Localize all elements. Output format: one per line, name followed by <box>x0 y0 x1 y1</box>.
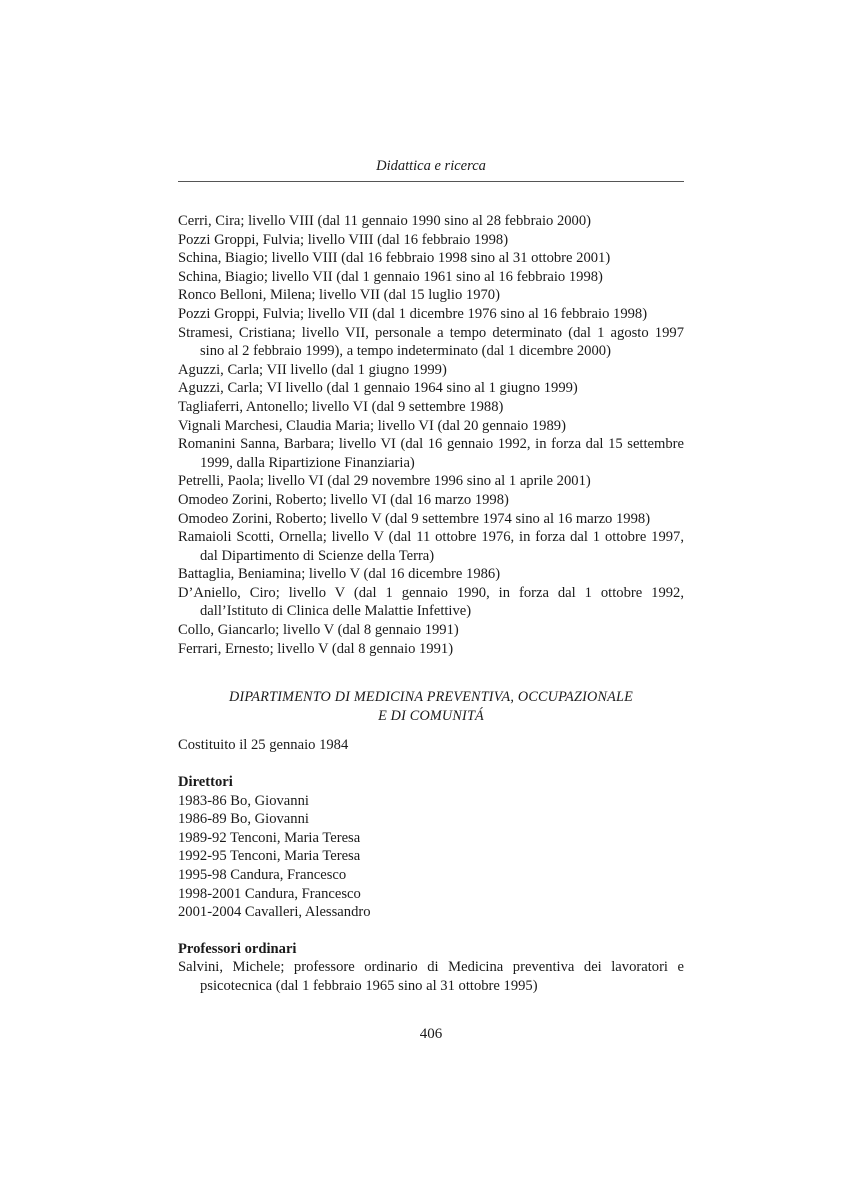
staff-entry: Stramesi, Cristiana; livello VII, personale a tempo determinato (dal 1 agosto 1997 sino al 2 febbraio 1999), a tempo indeterminato (dal 1 dicembre 2000) <box>178 324 684 360</box>
staff-entry: Omodeo Zorini, Roberto; livello V (dal 9 settembre 1974 sino al 16 marzo 1998) <box>178 510 651 527</box>
staff-entry: Ferrari, Ernesto; livello V (dal 8 gennaio 1991) <box>178 640 454 657</box>
page-body <box>178 212 684 996</box>
staff-entry: Ronco Belloni, Milena; livello VII (dal 15 luglio 1970) <box>178 287 500 304</box>
header-rule <box>178 181 684 182</box>
staff-list <box>178 212 684 658</box>
staff-entry: Collo, Giancarlo; livello V (dal 8 gennaio 1991) <box>178 622 459 639</box>
staff-entry: Schina, Biagio; livello VIII (dal 16 febbraio 1998 sino al 31 ottobre 2001) <box>178 250 611 267</box>
staff-entry: Schina, Biagio; livello VII (dal 1 gennaio 1961 sino al 16 febbraio 1998) <box>178 268 603 285</box>
page-number: 406 <box>419 1026 443 1042</box>
staff-entry: Aguzzi, Carla; VI livello (dal 1 gennaio 1964 sino al 1 giugno 1999) <box>178 380 578 397</box>
staff-entry: Vignali Marchesi, Claudia Maria; livello VI (dal 20 gennaio 1989) <box>178 417 566 434</box>
professors-heading: Professori ordinari <box>178 940 297 957</box>
staff-entry: Battaglia, Beniamina; livello V (dal 16 dicembre 1986) <box>178 566 501 583</box>
staff-entry: Tagliaferri, Antonello; livello VI (dal 9 settembre 1988) <box>178 398 504 415</box>
director-item: 1986-89 Bo, Giovanni <box>178 811 309 828</box>
department-title <box>178 688 684 725</box>
running-head: Didattica e ricerca <box>376 158 486 174</box>
department-title-line-1: DIPARTIMENTO DI MEDICINA PREVENTIVA, OCCUPAZIONALE <box>229 689 633 706</box>
director-item: 1995-98 Candura, Francesco <box>178 867 347 883</box>
staff-entry: Pozzi Groppi, Fulvia; livello VIII (dal 16 febbraio 1998) <box>178 231 509 248</box>
department-title-line-2: E DI COMUNITÁ <box>378 707 484 724</box>
professors-list <box>178 958 684 995</box>
staff-entry: Aguzzi, Carla; VII livello (dal 1 giugno 1999) <box>178 361 447 378</box>
directors-heading: Direttori <box>178 774 233 791</box>
department-founded: Costituito il 25 gennaio 1984 <box>178 737 349 754</box>
staff-entry: Romanini Sanna, Barbara; livello VI (dal 16 gennaio 1992, in forza dal 15 settembre 1999, dalla Ripartizione Finanziaria) <box>178 436 684 471</box>
director-item: 1983-86 Bo, Giovanni <box>178 792 309 809</box>
director-item: 2001-2004 Cavalleri, Alessandro <box>178 904 371 921</box>
staff-entry: Omodeo Zorini, Roberto; livello VI (dal 16 marzo 1998) <box>178 491 509 508</box>
directors-list <box>178 792 684 922</box>
staff-entry: D’Aniello, Ciro; livello V (dal 1 gennaio 1990, in forza dal 1 ottobre 1992, dall’Istituto di Clinica delle Malattie Infettive) <box>178 584 684 620</box>
staff-entry: Ramaioli Scotti, Ornella; livello V (dal 11 ottobre 1976, in forza dal 1 ottobre 1997, dal Dipartimento di Scienze della Terra) <box>178 529 684 564</box>
director-item: 1998-2001 Candura, Francesco <box>178 885 361 902</box>
professor-item: Salvini, Michele; professore ordinario di Medicina preventiva dei lavoratori e psicotecnica (dal 1 febbraio 1965 sino al 31 ottobre 1995) <box>178 959 684 994</box>
director-item: 1992-95 Tenconi, Maria Teresa <box>178 848 361 865</box>
staff-entry: Cerri, Cira; livello VIII (dal 11 gennaio 1990 sino al 28 febbraio 2000) <box>178 213 591 229</box>
staff-entry: Petrelli, Paola; livello VI (dal 29 novembre 1996 sino al 1 aprile 2001) <box>178 473 591 490</box>
director-item: 1989-92 Tenconi, Maria Teresa <box>178 829 361 846</box>
staff-entry: Pozzi Groppi, Fulvia; livello VII (dal 1 dicembre 1976 sino al 16 febbraio 1998) <box>178 305 648 322</box>
